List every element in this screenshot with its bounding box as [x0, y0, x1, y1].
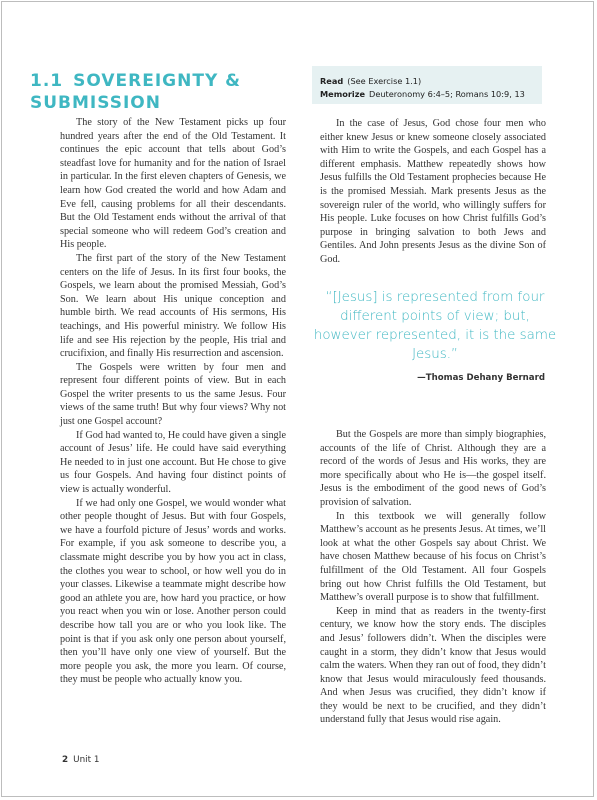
paragraph: The first part of the story of the New Testament centers on the life of Jesus. In its first four books, the Gospels, we learn about the promised Messiah, God’s Son. We learn about His unique conception and humble birth. We read accounts of His sermons, His teachings, and His powerful ministry. We follow His life and see His rejection by the people, His trial and crucifixion, and finally His resurrection and ascension. [60, 252, 286, 360]
page-number: 2 [62, 755, 69, 765]
paragraph: If we had only one Gospel, we would wonder what other people thought of Jesus. But with four Gospels, we have a fourfold picture of Jesus’ words and works. For example, if you ask someone to describe you, a classmate might describe you by how you act in class, the clothes you wear to school, or how well you do in your classes. Likewise a teammate might describe how good an athlete you are, how hard you practice, or how you react when you win or lose. Another person could describe how tall you are or who you look like. The point is that if you ask only one person about yourself, then you’ll have only one view of yourself. But the more people you ask, the more you learn. Of course, they must be people who actually know you. [60, 497, 286, 686]
unit-label: Unit 1 [73, 755, 100, 765]
left-column [60, 116, 286, 687]
quote-author: —Thomas Dehany Bernard [417, 373, 545, 383]
memorize-text: Deuteronomy 6:4–5; Romans 10:9, 13 [369, 89, 525, 99]
page-footer [62, 755, 99, 765]
paragraph: The story of the New Testament picks up four hundred years after the end of the Old Testament. It continues the epic account that tells about God’s steadfast love for humanity and for the nation of Israel in particular. In the first eleven chapters of Genesis, we learn how God created the world and how Adam and Eve fell, causing problems for all their descendants. But the Old Testament ends without the arrival of that special someone who will redeem God’s creation and His people. [60, 117, 286, 251]
paragraph: Keep in mind that as readers in the twenty-first century, we know how the story ends. The disciples and Jesus’ followers didn’t. When the disciples were caught in a storm, they didn’t know that Jesus would calm the waters. When they ran out of food, they didn’t know that Jesus would miraculously feed thousands. And when Jesus was crucified, they didn’t know if they would be next to be crucified, and they didn’t understand fully that Jesus would rise again. [320, 605, 546, 726]
right-column-bottom [320, 428, 546, 727]
paragraph: But the Gospels are more than simply biographies, accounts of the life of Christ. Although they are a record of the words of Jesus and His works, they are more specifically about who He is—the gospel itself. Jesus is the embodiment of the good news of God’s provision of salvation. [320, 429, 546, 508]
read-line [320, 75, 542, 88]
pull-quote: “[Jesus] is represented from four different points of view; but, however represented, it is the same Jesus.” [313, 290, 557, 362]
memorize-label: Memorize [320, 89, 366, 99]
paragraph: If God had wanted to, He could have given a single account of Jesus’ life. He could have said everything He needed to in just one account. But He chose to give us four Gospels. And having four distinct points of view is actually wonderful. [60, 429, 286, 496]
read-label: Read [320, 76, 344, 86]
paragraph: In the case of Jesus, God chose four men who either knew Jesus or knew someone closely associated with Him to write the Gospels, and each Gospel has a different emphasis. Matthew repeatedly shows how Jesus fulfills the Old Testament prophecies because He is the promised Messiah. Mark presents Jesus as the sovereign ruler of the world, who willingly suffers for His people. Luke focuses on how Christ fulfills God’s purpose in bringing salvation to both Jews and Gentiles. And John presents Jesus as the divine Son of God. [320, 118, 546, 265]
read-text: (See Exercise 1.1) [347, 76, 422, 86]
section-heading [30, 70, 280, 114]
memorize-line [320, 88, 542, 101]
section-number: 1.1 [30, 71, 64, 91]
read-memorize-box [312, 66, 542, 104]
paragraph: The Gospels were written by four men and represent four different points of view. But in each Gospel the writer presents to us the same Jesus. Four views of the same truth! But why four views? Why not just one Gospel account? [60, 361, 286, 428]
section-title: SOVEREIGNTY & SUBMISSION [30, 71, 241, 113]
paragraph: In this textbook we will generally follow Matthew’s account as he presents Jesus. At times, we’ll look at what the other Gospels say about Christ. We have chosen Matthew because of his focus on Christ’s fulfillment of the Old Testament. All four Gospels bring out how Christ fulfills the Old Testament, but Matthew’s overall purpose is to show that fulfillment. [320, 510, 546, 604]
right-column-top [320, 117, 546, 267]
